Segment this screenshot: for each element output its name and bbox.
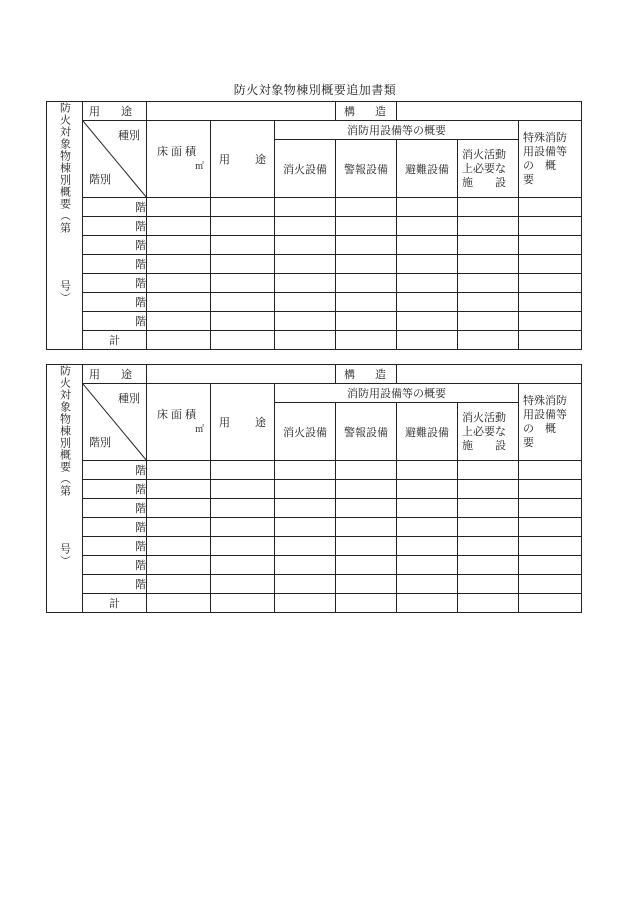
table-row [47,217,582,236]
cell[interactable] [211,255,275,274]
side-label-end: 号） [58,280,72,304]
side-label [47,102,83,350]
cell[interactable] [147,594,211,613]
side-label [47,365,83,613]
table-row [47,556,582,575]
cell[interactable] [458,217,519,236]
special-equipment-line: 特殊消防 [523,131,568,144]
floor-row-label: 階 [83,480,147,499]
cell[interactable] [275,518,336,537]
cell[interactable] [275,461,336,480]
cell[interactable] [519,594,582,613]
firefighting-line: 消火活動 [462,410,507,424]
cell[interactable] [458,198,519,217]
floor-row-label: 階 [83,575,147,594]
cell[interactable] [147,198,211,217]
floor-area-unit: ㎡ [194,162,204,172]
cell[interactable] [275,331,336,350]
structure-label-cell [336,365,397,384]
usage-header-char: 用 [219,416,230,429]
cell[interactable] [211,198,275,217]
floor-row-label: 階 [83,461,147,480]
cell[interactable] [336,537,397,556]
cell[interactable] [519,255,582,274]
cell[interactable] [336,518,397,537]
total-row [47,331,582,350]
table-row [47,518,582,537]
cell[interactable] [336,575,397,594]
table-row [47,461,582,480]
structure-label-cell [336,102,397,121]
cell[interactable] [397,480,458,499]
category-label: 種別 [118,129,140,142]
cell[interactable] [519,331,582,350]
use-label-cell [83,365,147,384]
floor-area-unit: ㎡ [194,425,204,435]
cell[interactable] [458,255,519,274]
cell[interactable] [519,274,582,293]
total-label: 計 [83,331,147,350]
cell[interactable] [275,575,336,594]
structure-label-char: 構 [344,105,356,118]
cell[interactable] [336,255,397,274]
firefighting-line: 施 設 [462,438,507,452]
special-equipment-line: の 概 要 [523,422,568,449]
cell[interactable] [211,556,275,575]
floor-area-header [147,384,211,461]
cell[interactable] [211,499,275,518]
cell[interactable] [458,461,519,480]
cell[interactable] [397,217,458,236]
cell[interactable] [397,236,458,255]
cell[interactable] [275,556,336,575]
usage-header-char: 用 [219,153,230,166]
cell[interactable] [397,461,458,480]
cell[interactable] [336,312,397,331]
cell[interactable] [519,575,582,594]
cell[interactable] [458,480,519,499]
cell[interactable] [211,594,275,613]
cell[interactable] [519,537,582,556]
building-summary-table-2 [46,364,582,613]
total-label: 計 [83,594,147,613]
cell[interactable] [147,217,211,236]
floor-row-label: 階 [83,293,147,312]
category-label: 種別 [118,392,140,405]
cell[interactable] [211,274,275,293]
usage-header [211,384,275,461]
structure-input-cell[interactable] [397,102,582,121]
special-equipment-header [519,121,582,198]
structure-input-cell[interactable] [397,365,582,384]
usage-header-char: 途 [255,416,266,429]
use-input-cell[interactable] [147,365,336,384]
fire-equipment-overview-header: 消防用設備等の概要 [275,121,519,140]
table-row [47,537,582,556]
cell[interactable] [147,255,211,274]
floor-area-label: 床面積 [157,408,199,421]
floor-area-label: 床面積 [157,145,199,158]
cell[interactable] [336,331,397,350]
cell[interactable] [519,499,582,518]
evacuation-header: 避難設備 [397,140,458,198]
cell[interactable] [519,461,582,480]
firefighting-line: 上必要な [462,424,507,438]
special-equipment-header [519,384,582,461]
table-row [47,480,582,499]
structure-label-char: 造 [375,105,387,118]
cell[interactable] [211,480,275,499]
cell[interactable] [211,331,275,350]
floor-row-label: 階 [83,556,147,575]
cell[interactable] [275,255,336,274]
use-label-char: 用 [89,105,100,118]
table-row [47,293,582,312]
special-equipment-line: 用設備等 [523,145,568,158]
cell[interactable] [397,518,458,537]
cell[interactable] [275,499,336,518]
use-label-char: 途 [121,368,132,381]
cell[interactable] [519,556,582,575]
firefighting-line: 上必要な [462,161,507,175]
side-label-end: 号） [58,543,72,567]
cell[interactable] [211,217,275,236]
cell[interactable] [519,518,582,537]
cell[interactable] [458,331,519,350]
cell[interactable] [336,198,397,217]
evacuation-header: 避難設備 [397,403,458,461]
cell[interactable] [458,594,519,613]
floor-label: 階別 [89,436,111,449]
cell[interactable] [336,499,397,518]
alarm-header: 警報設備 [336,140,397,198]
cell[interactable] [458,575,519,594]
building-summary-table-1 [46,101,582,350]
cell[interactable] [211,537,275,556]
use-label-cell [83,102,147,121]
cell[interactable] [458,518,519,537]
cell[interactable] [147,537,211,556]
cell[interactable] [336,480,397,499]
cell[interactable] [397,537,458,556]
cell[interactable] [275,594,336,613]
cell[interactable] [519,198,582,217]
cell[interactable] [458,274,519,293]
cell[interactable] [397,255,458,274]
table-row [47,198,582,217]
structure-label-char: 構 [344,368,356,381]
floor-row-label: 階 [83,537,147,556]
cell[interactable] [397,556,458,575]
cell[interactable] [519,217,582,236]
cell[interactable] [519,293,582,312]
fire-extinguishing-header: 消火設備 [275,140,336,198]
cell[interactable] [336,236,397,255]
firefighting-line: 施 設 [462,175,507,189]
table-row [47,255,582,274]
cell[interactable] [397,293,458,312]
cell[interactable] [147,499,211,518]
cell[interactable] [336,461,397,480]
cell[interactable] [147,575,211,594]
special-equipment-line: 用設備等 [523,408,568,421]
floor-row-label: 階 [83,217,147,236]
table-row [47,499,582,518]
table-row [47,575,582,594]
alarm-header: 警報設備 [336,403,397,461]
usage-header-char: 途 [255,153,266,166]
cell[interactable] [336,594,397,613]
use-input-cell[interactable] [147,102,336,121]
floor-row-label: 階 [83,236,147,255]
cell[interactable] [458,236,519,255]
cell[interactable] [519,480,582,499]
cell[interactable] [336,293,397,312]
cell[interactable] [519,236,582,255]
cell[interactable] [275,198,336,217]
cell[interactable] [275,537,336,556]
total-row [47,594,582,613]
cell[interactable] [147,312,211,331]
cell[interactable] [458,499,519,518]
diagonal-header-cell [83,384,147,461]
cell[interactable] [458,556,519,575]
floor-row-label: 階 [83,518,147,537]
table-row [47,236,582,255]
cell[interactable] [397,198,458,217]
document-title: 防火対象物棟別概要追加書類 [233,83,397,97]
structure-label-char: 造 [375,368,387,381]
firefighting-facilities-header [458,140,519,198]
floor-row-label: 階 [83,198,147,217]
side-label-main: 防火対象物棟別概要（第 [58,365,72,497]
cell[interactable] [147,556,211,575]
cell[interactable] [147,331,211,350]
cell[interactable] [397,312,458,331]
cell[interactable] [147,293,211,312]
cell[interactable] [211,575,275,594]
cell[interactable] [211,312,275,331]
cell[interactable] [275,312,336,331]
cell[interactable] [397,331,458,350]
floor-row-label: 階 [83,255,147,274]
floor-label: 階別 [89,173,111,186]
use-label-char: 用 [89,368,100,381]
floor-row-label: 階 [83,312,147,331]
cell[interactable] [211,461,275,480]
cell[interactable] [336,274,397,293]
cell[interactable] [275,293,336,312]
fire-extinguishing-header: 消火設備 [275,403,336,461]
floor-area-header [147,121,211,198]
floor-row-label: 階 [83,499,147,518]
use-label-char: 途 [121,105,132,118]
cell[interactable] [397,274,458,293]
cell[interactable] [336,556,397,575]
fire-equipment-overview-header: 消防用設備等の概要 [275,384,519,403]
cell[interactable] [211,293,275,312]
diagonal-header-cell [83,121,147,198]
cell[interactable] [458,537,519,556]
side-label-main: 防火対象物棟別概要（第 [58,102,72,234]
cell[interactable] [519,312,582,331]
table-row [47,274,582,293]
table-row [47,312,582,331]
firefighting-line: 消火活動 [462,147,507,161]
cell[interactable] [275,236,336,255]
cell[interactable] [147,236,211,255]
cell[interactable] [275,217,336,236]
special-equipment-line: 特殊消防 [523,394,568,407]
cell[interactable] [275,274,336,293]
cell[interactable] [147,518,211,537]
firefighting-facilities-header [458,403,519,461]
cell[interactable] [458,293,519,312]
cell[interactable] [147,274,211,293]
cell[interactable] [211,518,275,537]
special-equipment-line: の 概 要 [523,159,568,186]
cell[interactable] [336,217,397,236]
cell[interactable] [275,480,336,499]
cell[interactable] [458,312,519,331]
floor-row-label: 階 [83,274,147,293]
cell[interactable] [397,499,458,518]
cell[interactable] [397,575,458,594]
usage-header [211,121,275,198]
cell[interactable] [211,236,275,255]
cell[interactable] [147,480,211,499]
cell[interactable] [147,461,211,480]
cell[interactable] [397,594,458,613]
